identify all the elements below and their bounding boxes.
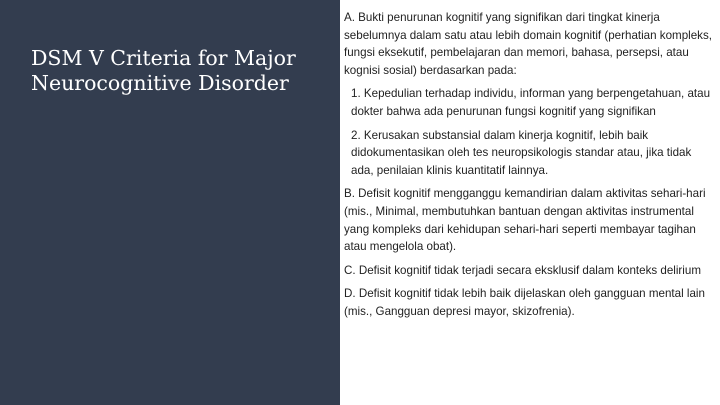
title-panel [0,0,340,405]
criterion-a: A. Bukti penurunan kognitif yang signifikan dari tingkat kinerja sebelumnya dalam satu atau lebih domain kognitif (perhatian kompleks, fungsi eksekutif, pembelajaran dan memori, bahasa, persepsi, atau kognisi sosial) berdasarkan pada: [344,11,712,77]
criterion-d: D. Defisit kognitif tidak lebih baik dijelaskan oleh gangguan mental lain (mis., Gangguan depresi mayor, skizofrenia). [344,287,705,318]
criteria-list [344,9,714,327]
criterion-a-2: 2. Kerusakan substansial dalam kinerja kognitif, lebih baik didokumentasikan oleh tes neuropsikologis standar atau, jika tidak ada, penilaian klinis kuantitatif lainnya. [351,128,692,177]
content-panel [340,0,720,405]
criterion-b: B. Defisit kognitif mengganggu kemandirian dalam aktivitas sehari-hari (mis., Minimal, membutuhkan bantuan dengan aktivitas instrumental yang kompleks dari kehidupan sehari-hari seperti membayar tagihan atau mengelola obat). [344,187,706,254]
slide-title: DSM V Criteria for Major Neurocognitive Disorder [31,46,296,95]
criterion-c: C. Defisit kognitif tidak terjadi secara eksklusif dalam konteks delirium [344,263,701,277]
criterion-a-1: 1. Kepedulian terhadap individu, informan yang berpengetahuan, atau dokter bahwa ada penurunan fungsi kognitif yang signifikan [351,87,711,118]
